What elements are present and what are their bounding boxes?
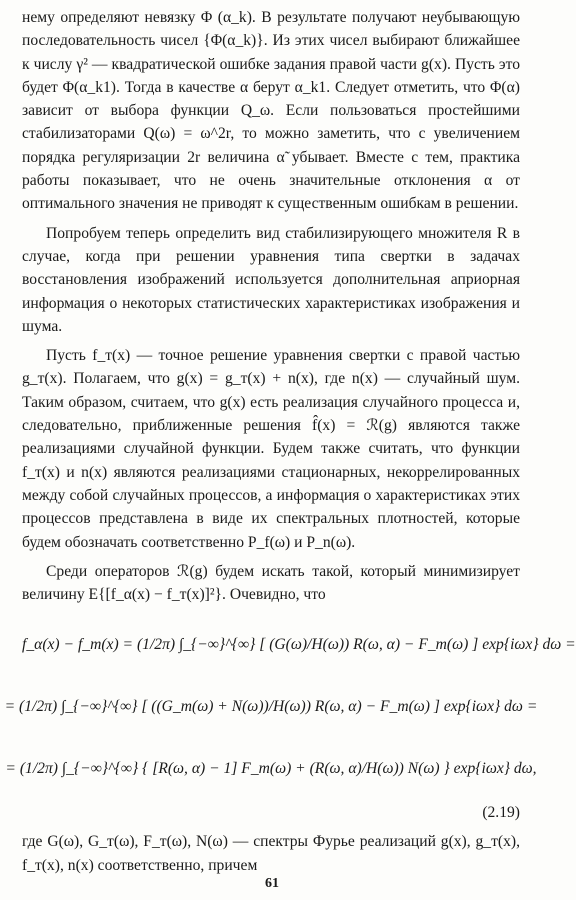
- equation-number: (2.19): [482, 804, 520, 822]
- equation-3-text: = (1/2π) ∫_{−∞}^{∞} { [R(ω, α) − 1] F_т(ω) + (R(ω, α)/H(ω)) N(ω) } exp{iωx} dω,: [5, 760, 537, 778]
- equation-2-text: = (1/2π) ∫_{−∞}^{∞} [ ((G_т(ω) + N(ω))/H(ω)) R(ω, α) − F_т(ω) ] exp{iωx} dω =: [4, 698, 538, 716]
- page-number: 61: [265, 876, 279, 891]
- equation-1-text: f_α(x) − f_т(x) = (1/2π) ∫_{−∞}^{∞} [ (G(ω)/H(ω)) R(ω, α) − F_т(ω) ] exp{iωx} dω =: [22, 636, 576, 654]
- equation-line-1: [22, 614, 576, 676]
- equation-line-2: [4, 676, 538, 738]
- paragraph-3: Пусть f_т(x) — точное решение уравнения свертки с правой частью g_т(x). Полагаем, что g(x) = g_т(x) + n(x), где n(x) — случайный шум. Таким образом, считаем, что g(x) есть реализация случайного процесса и, следовательно, приближенные решения f̂(x) = ℛ(g) являются также реализациями случайной функции. Будем также считать, что функции f_т(x) и n(x) являются реализациями стационарных, некоррелированных между собой случайных процессов, а информация о характеристиках этих процессов представлена в виде их спектральных плотностей, которые будем обозначать соответственно P_f(ω) и P_n(ω).: [22, 347, 520, 551]
- paragraph-4: Среди операторов ℛ(g) будем искать такой, который минимизирует величину E{[f_α(x) − f_т(x)]²}. Очевидно, что: [22, 562, 520, 604]
- equation-line-3: [5, 738, 537, 800]
- closing-paragraph: где G(ω), G_т(ω), F_т(ω), N(ω) — спектры Фурье реализаций g(x), g_т(x), f_т(x), n(x) соответственно, причем: [22, 833, 520, 874]
- paragraph-2: Попробуем теперь определить вид стабилизирующего множителя R в случае, когда при решении уравнения типа свертки в задачах восстановления изображений используется дополнительная априорная информация о некоторых статистических характеристиках изображения и шума.: [22, 224, 520, 335]
- paragraph-1: нему определяют невязку Φ (α_k). В результате получают неубывающую последовательность чисел {Φ(α_k)}. Из этих чисел выбирают ближайшее к числу γ² — квадратической ошибке задания правой части g(x). Пусть это будет Φ(α_k1). Тогда в качестве α берут α_k1. Следует отметить, что Φ(α) зависит от выбора функции Q_ω. Если пользоваться простейшими стабилизаторами Q(ω) = ω^2r, то можно заметить, что с увеличением порядка регуляризации 2r величина α̃ убывает. Вместе с тем, практика работы показывает, что не очень значительные отклонения α от оптимального значения не приводят к существенным ошибкам в решении.: [22, 9, 520, 213]
